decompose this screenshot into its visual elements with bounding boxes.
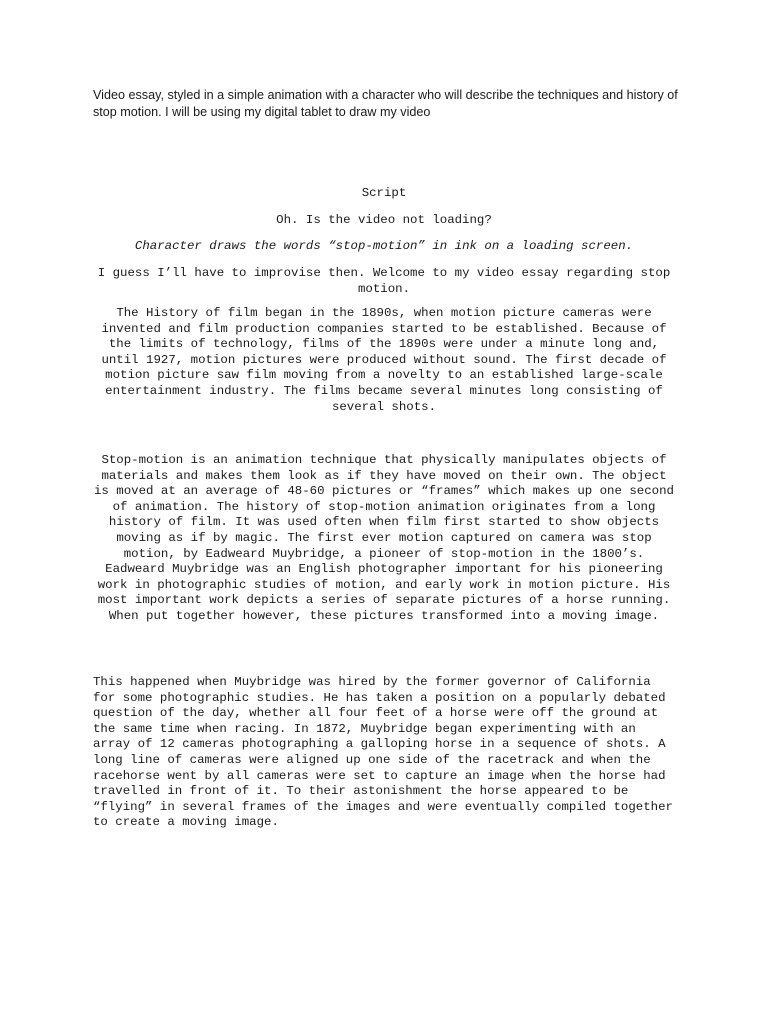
history-paragraph: The History of film began in the 1890s, when motion picture cameras were invented and film production companies started to be established. Because of the limits of technology, films of the 1890s were under a minute long and, until 1927, motion pictures were produced without sound. The first decade of motion picture saw film moving from a novelty to an established large-scale entertainment industry. The films became several minutes long consisting of several shots. <box>101 306 667 414</box>
script-heading: Script <box>361 186 407 200</box>
stop-motion-paragraph: Stop-motion is an animation technique that physically manipulates objects of materials and makes them look as if they have moved on their own. The object is moved at an average of 48-60 pictures or “frames” which makes up one second of animation. The history of stop-motion animation originates from a long history of film. It was used often when film first started to show objects moving as if by magic. The first ever motion captured on camera was stop motion, by Eadweard Muybridge, a pioneer of stop-motion in the 1800’s. Eadweard Muybridge was an English photographer important for his pioneering work in photographic studies of motion, and early work in motion picture. His most important work depicts a series of separate pictures of a horse running. When put together however, these pictures transformed into a moving image. <box>94 453 674 623</box>
muybridge-paragraph: This happened when Muybridge was hired by the former governor of California for some photographic studies. He has taken a position on a popularly debated question of the day, whether all four feet of a horse were off the ground at the same time when racing. In 1872, Muybridge began experimenting with an array of 12 cameras photographing a galloping horse in a sequence of shots. A long line of cameras were aligned up one side of the racetrack and when the racehorse went by all cameras were set to capture an image when the horse had travelled in front of it. To their astonishment the horse appeared to be “flying” in several frames of the images and were eventually compiled together to create a moving image. <box>93 675 673 830</box>
stage-direction: Character draws the words “stop-motion” in ink on a loading screen. <box>134 239 634 253</box>
intro-paragraph: Video essay, styled in a simple animation with a character who will describe the techniques and history of stop motion. I will be using my digital tablet to draw my video <box>93 88 678 119</box>
loading-line: Oh. Is the video not loading? <box>276 213 492 227</box>
improvise-line: I guess I’ll have to improvise then. Welcome to my video essay regarding stop motion. <box>97 266 671 296</box>
